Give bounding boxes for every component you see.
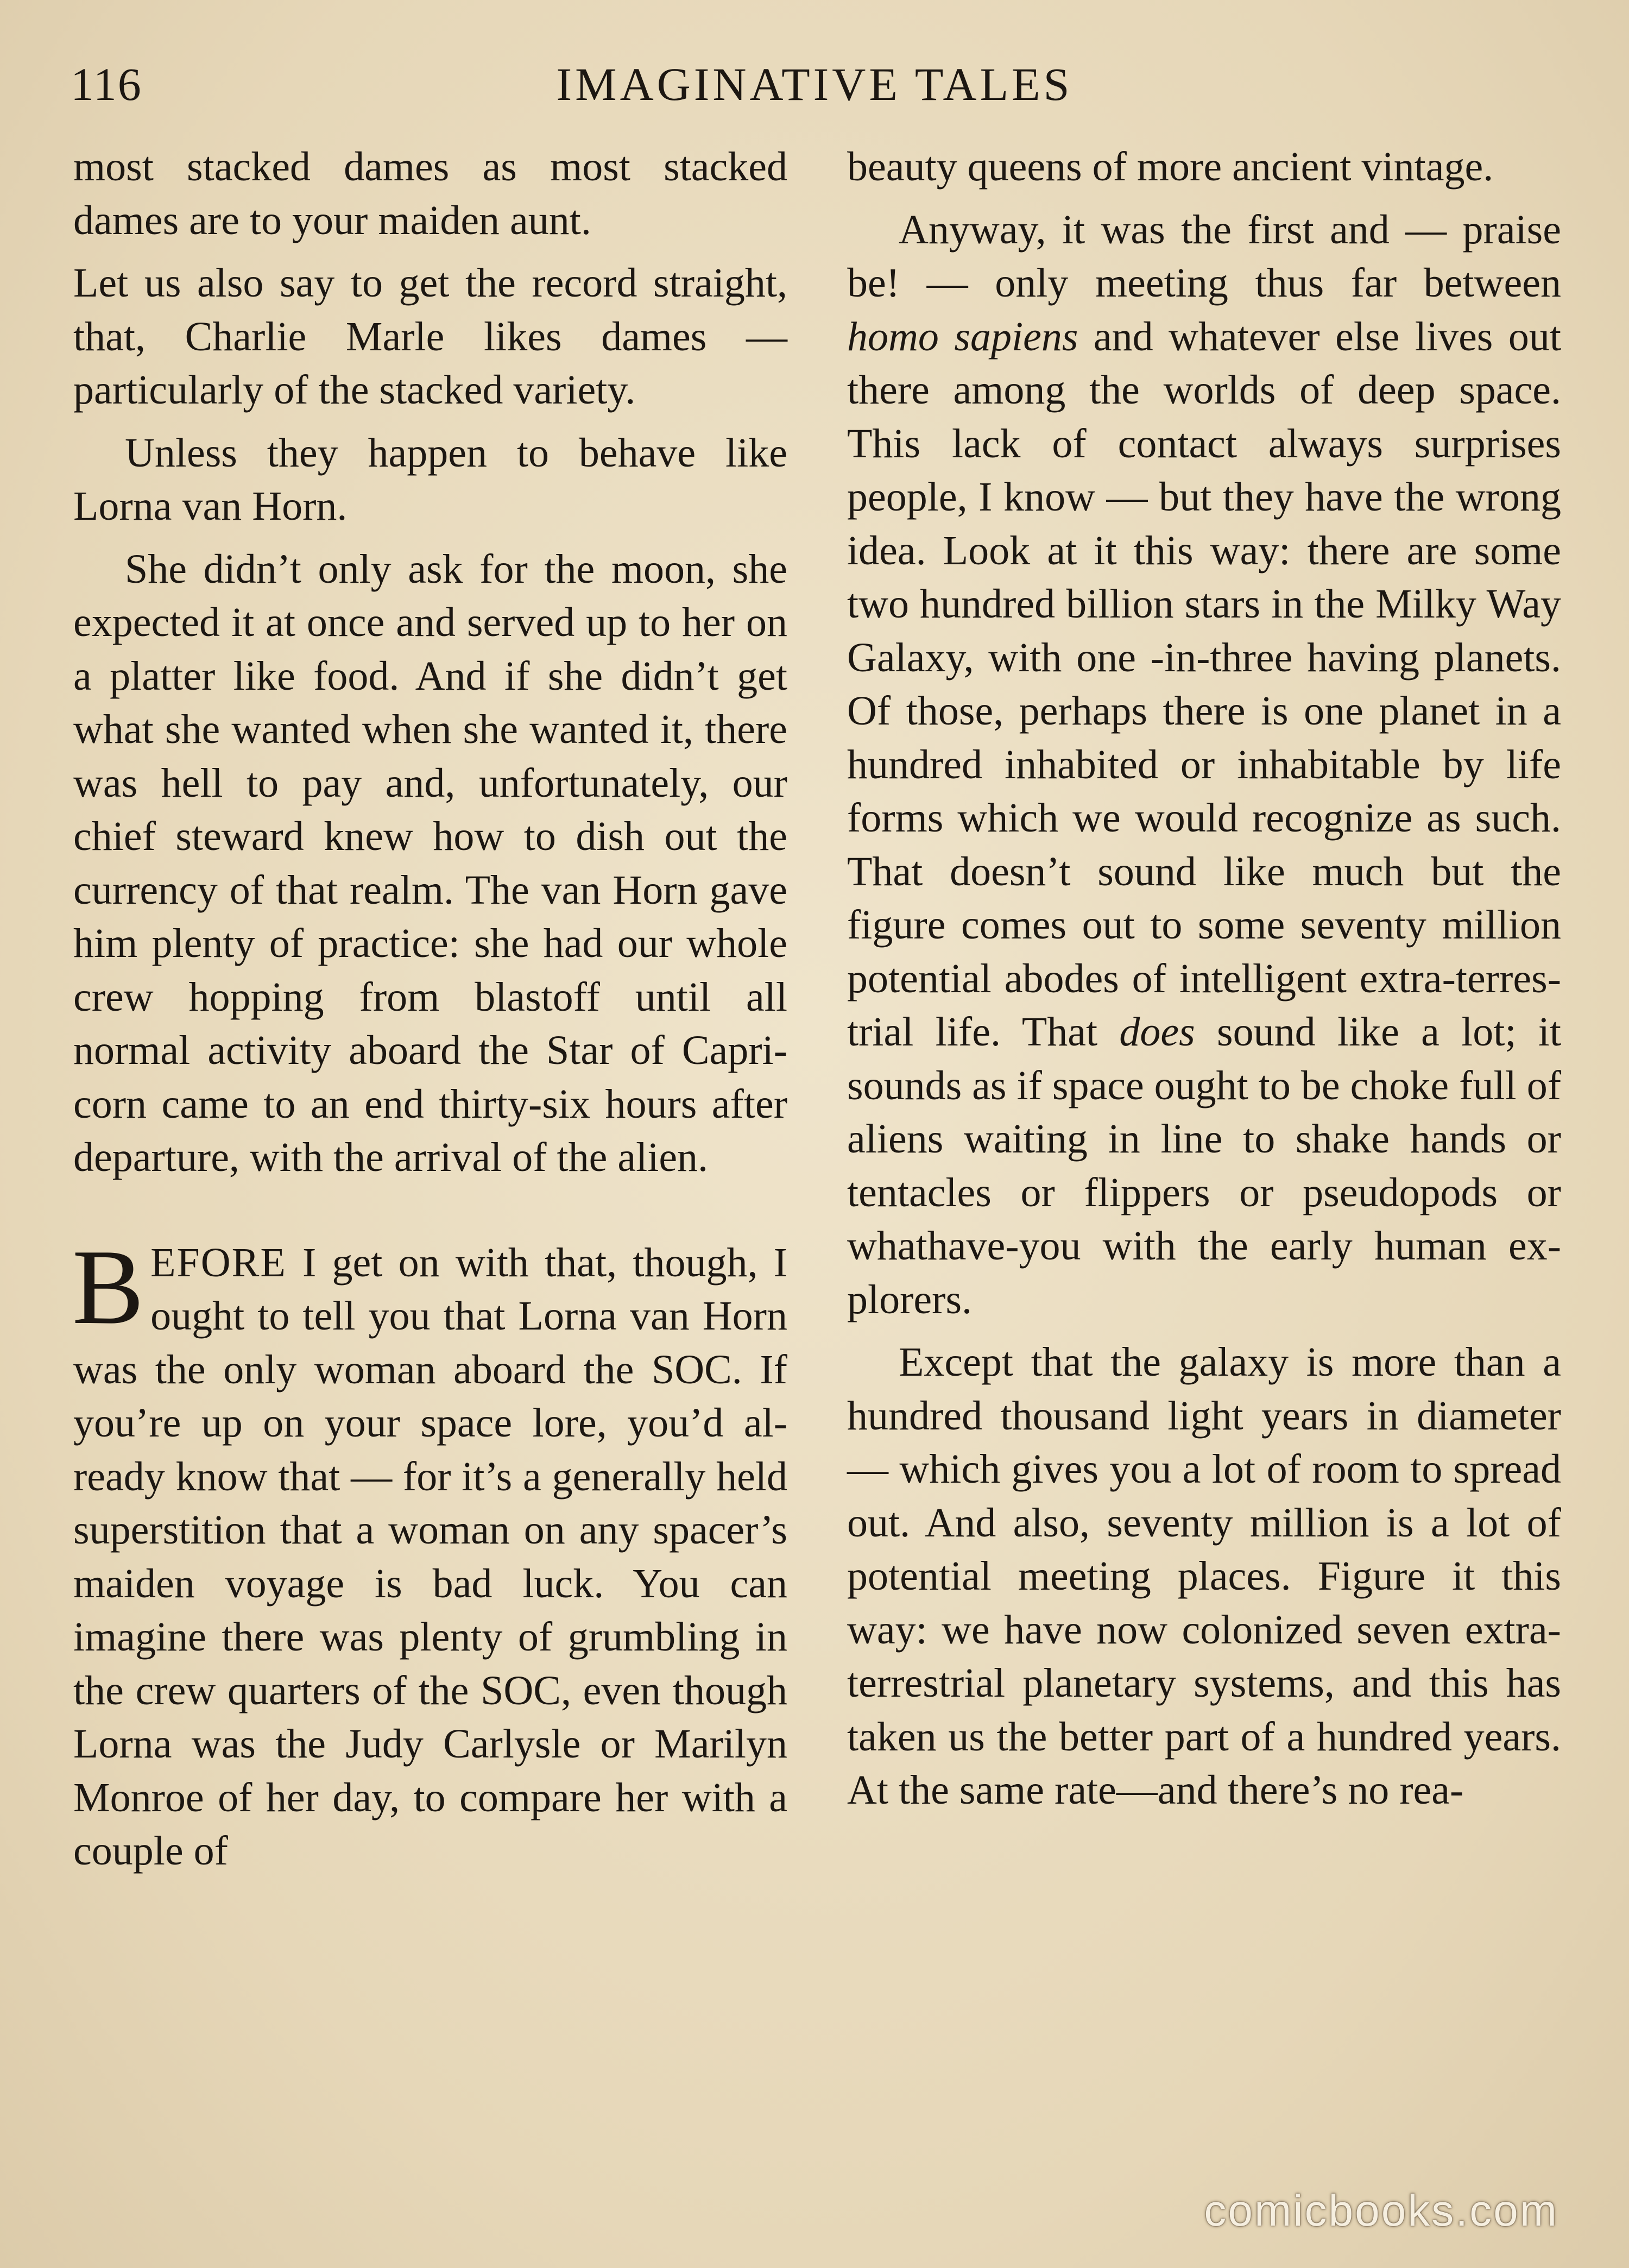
paragraph-text: Anyway, it was the first and — praise be! — only meeting thus far between bbox=[847, 206, 1561, 306]
paragraph: Let us also say to get the record straight, that, Charlie Marle likes dames — particularly of the stacked variety. bbox=[73, 260, 787, 413]
running-head bbox=[71, 57, 1558, 117]
italic-text: does bbox=[1119, 1009, 1195, 1055]
paragraph: Unless they happen to behave like Lorna van Horn. bbox=[73, 430, 787, 529]
page-number: 116 bbox=[71, 58, 142, 110]
paragraph-continued: most stacked dames as most stacked dames are to your maiden aunt. bbox=[73, 144, 787, 243]
magazine-title: IMAGINATIVE TALES bbox=[556, 58, 1073, 110]
left-column bbox=[73, 140, 787, 2204]
site-watermark: comicbooks.com bbox=[1204, 2186, 1558, 2235]
small-caps-lead: EFORE bbox=[150, 1239, 287, 1286]
paragraph: Except that the galaxy is more than a hundred thousand light years in diameter — which gives you a lot of room to spread out. And also, seventy million is a lot of potential meeting places. Figure it this way: we have now colonized seven extra-terrestrial planetary systems, and this has taken us the better part of a hundred years. At the same rate—and there’s no rea- bbox=[847, 1339, 1561, 1813]
right-column bbox=[847, 140, 1561, 2204]
paragraph-continued: beauty queens of more ancient vintage. bbox=[847, 144, 1494, 190]
paragraph bbox=[847, 203, 1561, 1327]
paragraph-text: and whatever else lives out there among the worlds of deep space. This lack of contact always surprises people, I know — but they have the wrong idea. Look at it this way: there are some two hundred billion stars in the Milky Way Galaxy, with one -in-three having planets. Of those, perhaps there is one planet in a hundred inhabited or inhabitable by life forms which we would recognize as such. That doesn’t sound like much but the figure comes out to some seventy million potential abodes of intelligent extra-terrestrial life. That bbox=[847, 313, 1561, 1055]
drop-cap: B bbox=[72, 1227, 144, 1346]
italic-text: homo sapiens bbox=[847, 313, 1078, 360]
paragraph-text: I get on with that, though, I ought to tell you that Lorna van Horn was the only woman aboard the SOC. If you’re up on your space lore, you’d already know that — for it’s a generally held superstition that a woman on any spacer’s maiden voyage is bad luck. You can imagine there was plenty of grumbling in the crew quarters of the SOC, even though Lorna was the Judy Carlysle or Marilyn Monroe of her day, to compare her with a couple of bbox=[73, 1239, 787, 1874]
paragraph-text: sound like a lot; it sounds as if space ought to be choke full of aliens waiting in line to shake hands or tentacles or flippers or pseudopods or whathave-you with the early human explorers. bbox=[847, 1009, 1561, 1322]
section-start-paragraph bbox=[72, 1227, 787, 1878]
paragraph: She didn’t only ask for the moon, she expected it at once and served up to her on a platter like food. And if she didn’t get what she wanted when she wanted it, there was hell to pay and, unfortunately, our chief steward knew how to dish out the currency of that realm. The van Horn gave him plenty of practice: she had our whole crew hopping from blastoff until all normal activity aboard the Star of Capricorn came to an end thirty-six hours after departure, with the arrival of the alien. bbox=[73, 546, 787, 1180]
